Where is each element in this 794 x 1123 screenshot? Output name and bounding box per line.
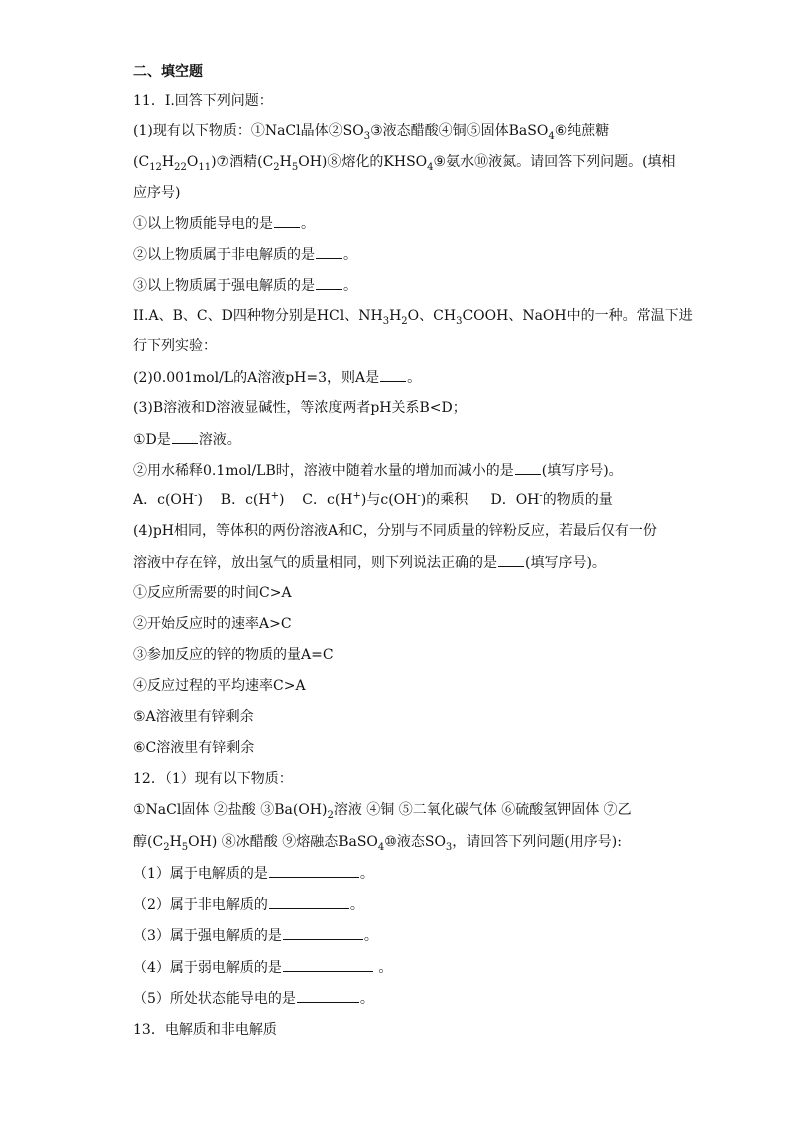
q12-ask-3: （3）属于强电解质的是 。 xyxy=(133,928,378,944)
q11-subq1: ①以上物质能导电的是 。 xyxy=(133,216,315,232)
answer-blank[interactable] xyxy=(316,245,342,259)
q12-substances-line2: 醇$(C_2H_5OH)$ ⑧冰醋酸 ⑨熔融态BaSO$_4$⑩液态$SO_3$，请回答下列问题(用序号): xyxy=(133,834,622,853)
section-title: 二、填空题 xyxy=(133,64,203,80)
q11-choice-4: ④反应过程的平均速率C>A xyxy=(133,678,306,694)
q11-q3-1: ①D是 溶液。 xyxy=(133,432,241,448)
q11-q2: (2)0.001mol/L的A溶液pH=3，则A是 。 xyxy=(133,370,422,386)
q11-q3-2: ②用水稀释0.1mol/LB时，溶液中随着水量的增加而减小的是 (填写序号)。 xyxy=(133,463,623,479)
q11-q3: (3)B溶液和D溶液显碱性，等浓度两者pH关系B<D； xyxy=(133,400,467,416)
q11-options xyxy=(133,491,613,509)
answer-blank[interactable] xyxy=(380,368,406,382)
q11-choice-6: ⑥C溶液里有锌剩余 xyxy=(133,740,255,756)
answer-blank[interactable] xyxy=(316,276,342,290)
q11-part1-line1: (1)现有以下物质：①NaCl晶体$②SO_3③$液态醋酸④铜⑤固体BaSO$_4$⑥纯蔗糖 xyxy=(133,123,610,142)
q11-choice-1: ①反应所需要的时间C>A xyxy=(133,585,292,601)
q11-subq3: ③以上物质属于强电解质的是 。 xyxy=(133,278,357,294)
q11-part1-line3: 应序号) xyxy=(133,185,181,201)
q11-subq2: ②以上物质属于非电解质的是 。 xyxy=(133,247,357,263)
q12-substances-line1: ①NaCl固体 ②盐酸 $③Ba(OH)_2$溶液 ④铜 ⑤二氧化碳气体 ⑥硫酸氢钾固体 ⑦乙 xyxy=(133,802,632,821)
answer-blank[interactable] xyxy=(269,895,349,909)
q11-part1-line2: $(C_{12}H_{22}O_{11})⑦$酒精$(C_2H_5OH)⑧$熔化的$KHSO_4⑨$氨水⑩液氮。请回答下列问题。(填相 xyxy=(133,154,676,173)
q12-ask-4: （4）属于弱电解质的是 。 xyxy=(133,960,393,976)
q11-q4-line1: (4)pH相同，等体积的两份溶液A和C，分别与不同质量的锌粉反应，若最后仅有一份 xyxy=(133,523,657,539)
q11-choice-3: ③参加反应的锌的物质的量A=C xyxy=(133,647,334,663)
answer-blank[interactable] xyxy=(283,958,373,972)
answer-blank[interactable] xyxy=(269,864,359,878)
q11-choice-5: ⑤A溶液里有锌剩余 xyxy=(133,709,254,725)
q11-part2-line2: 行下列实验： xyxy=(133,338,217,354)
q11-heading: 11．I.回答下列问题： xyxy=(133,93,273,109)
answer-blank[interactable] xyxy=(297,989,359,1003)
q12-ask-5: （5）所处状态能导电的是 。 xyxy=(133,991,374,1007)
answer-blank[interactable] xyxy=(172,430,198,444)
q13-heading: 13．电解质和非电解质 xyxy=(133,1022,277,1038)
option-d[interactable]: D．OH-的物质的量 xyxy=(490,490,613,508)
q11-part2-line1: II.A、B、C、D四种物分别是HCl、$NH_3H_2O$、$CH_3COOH$、NaOH中的一种。常温下进 xyxy=(133,308,693,327)
q11-q4-line2: 溶液中存在锌，放出氢气的质量相同，则下列说法正确的是 (填写序号)。 xyxy=(133,555,606,571)
option-b[interactable]: B．c(H+) xyxy=(220,490,285,508)
q12-heading: 12．（1）现有以下物质： xyxy=(133,771,293,787)
q11-choice-2: ②开始反应时的速率A>C xyxy=(133,616,292,632)
option-c[interactable]: C．c(H+)与c(OH-)的乘积 xyxy=(302,490,469,508)
q12-ask-2: （2）属于非电解质的 。 xyxy=(133,897,364,913)
q12-ask-1: （1）属于电解质的是 。 xyxy=(133,866,374,882)
answer-blank[interactable] xyxy=(283,926,363,940)
answer-blank[interactable] xyxy=(515,461,541,475)
answer-blank[interactable] xyxy=(498,553,524,567)
option-a[interactable]: A．c(OH-) xyxy=(133,490,203,508)
answer-blank[interactable] xyxy=(274,214,300,228)
